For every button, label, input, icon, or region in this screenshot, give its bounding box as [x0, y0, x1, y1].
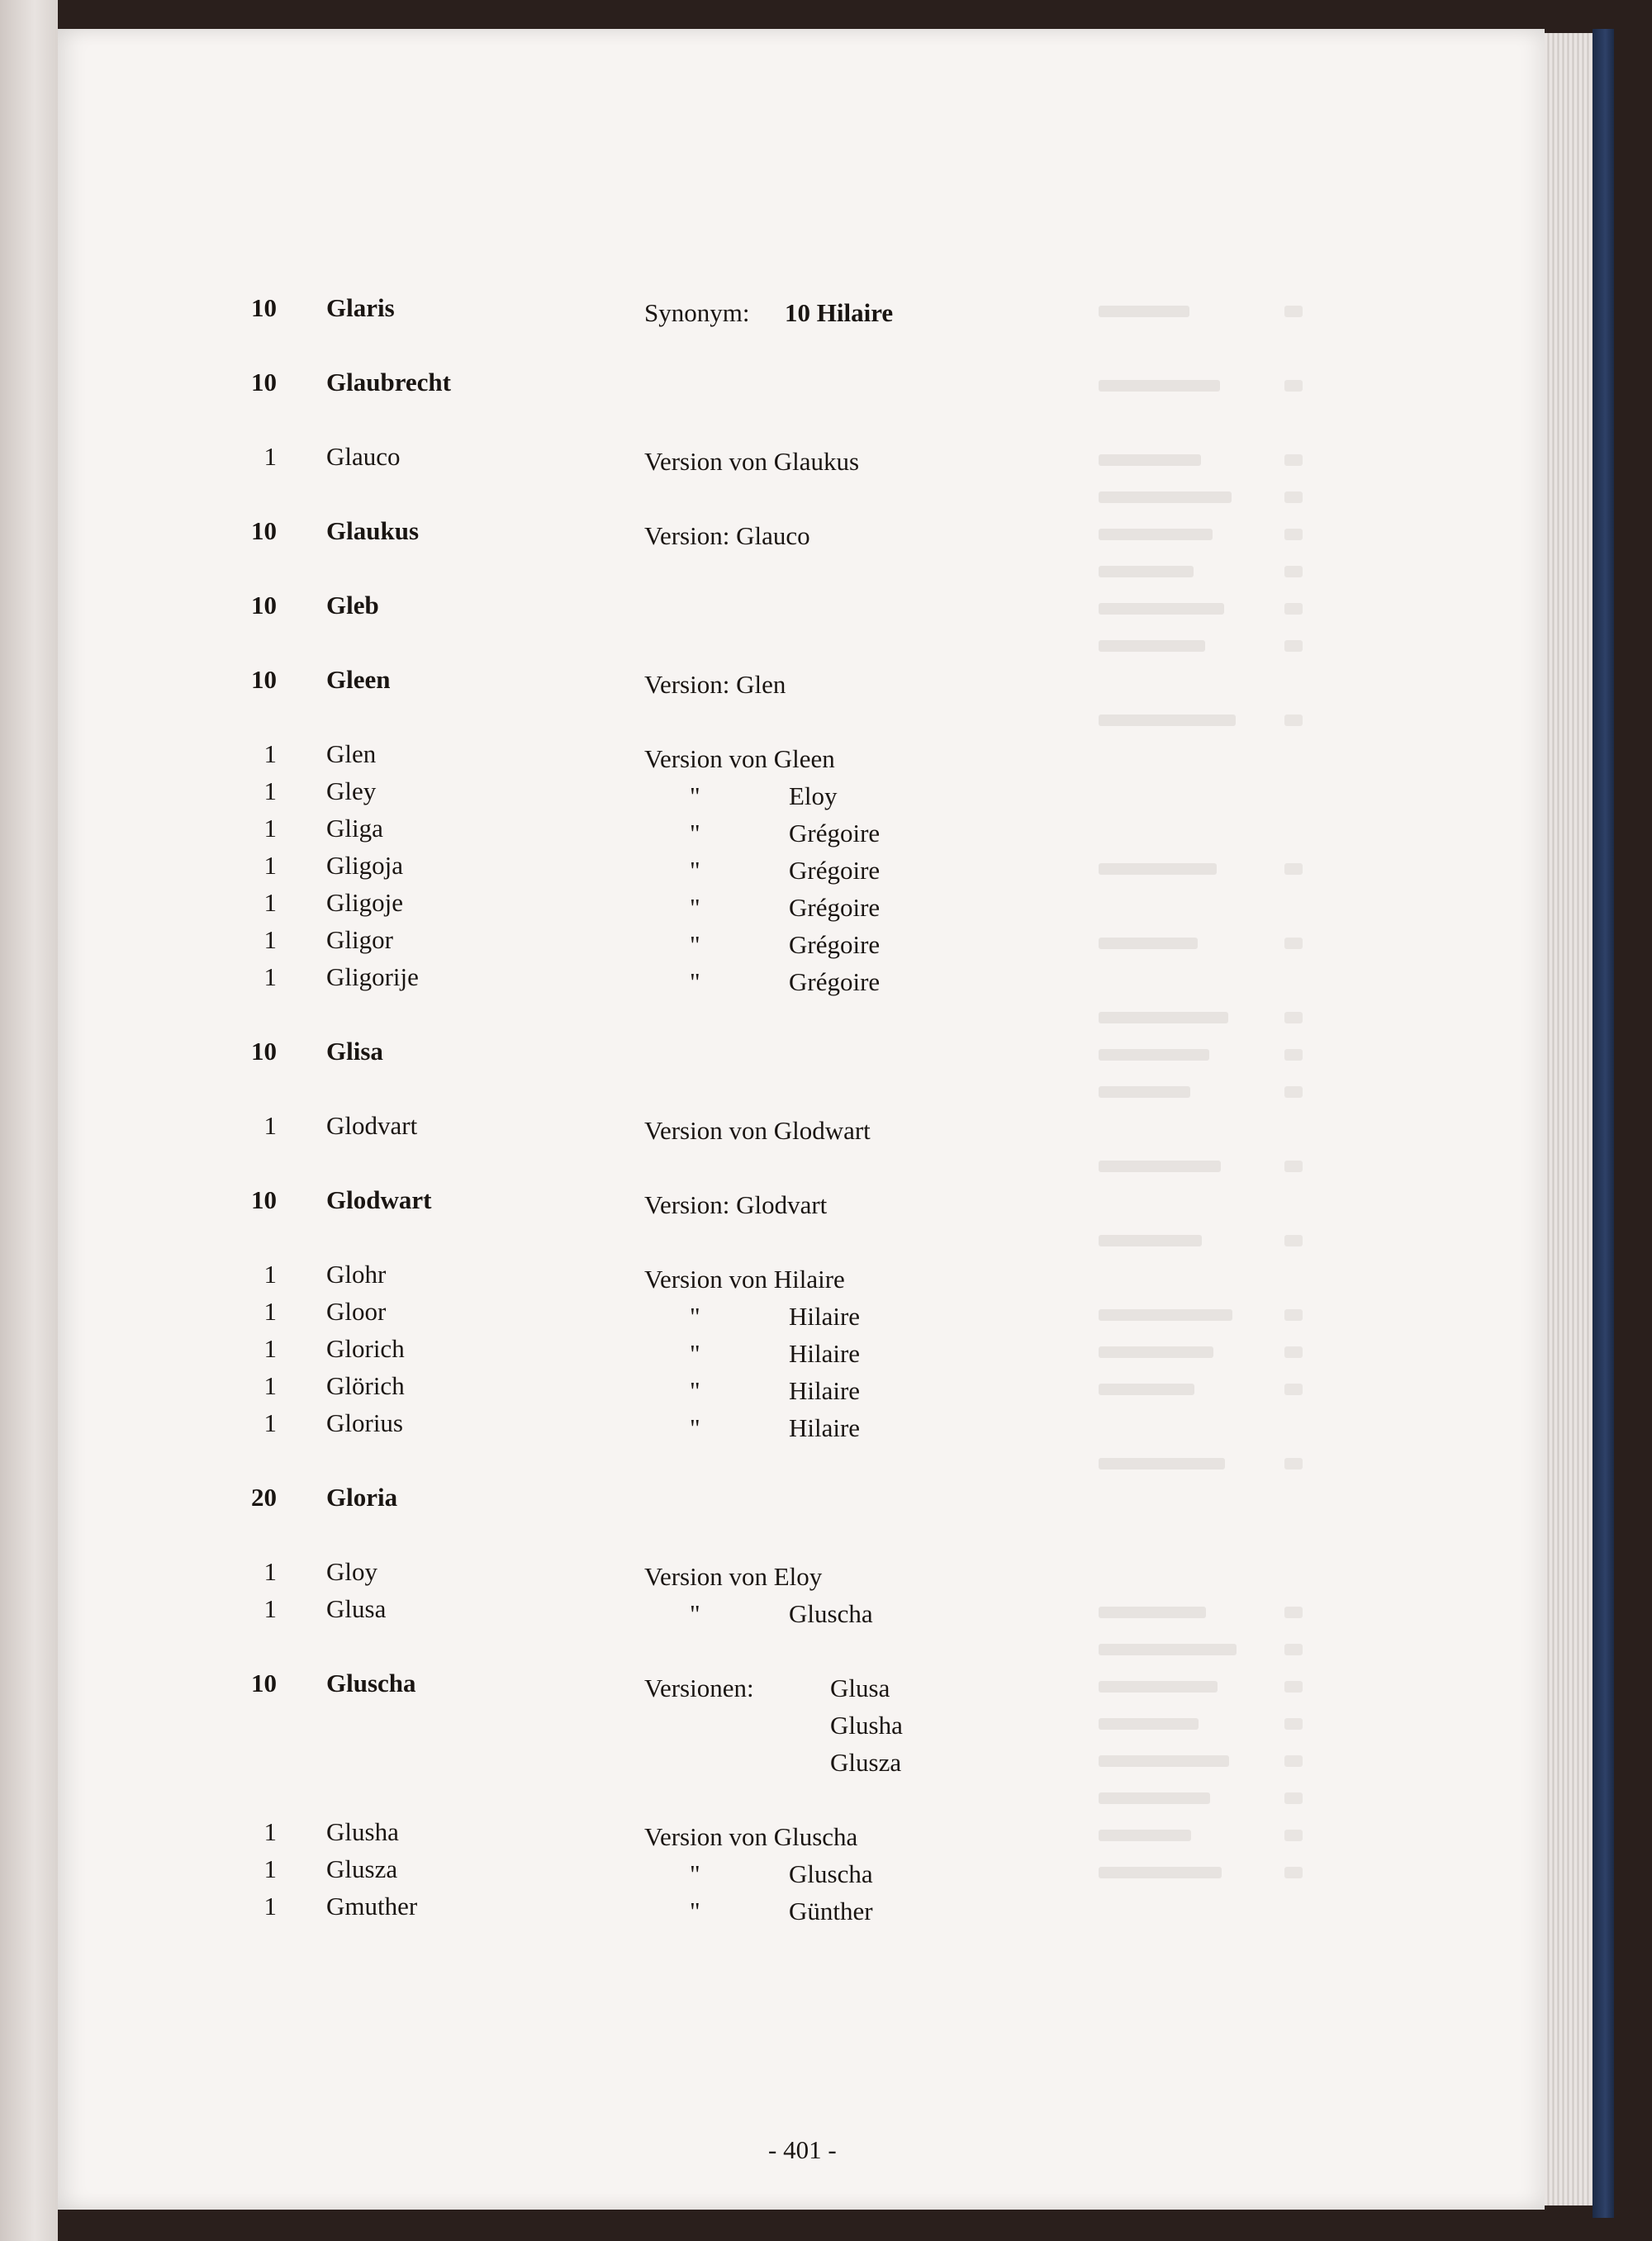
entry-reference: Glusha [830, 1711, 903, 1740]
entry-name: Glen [326, 739, 377, 768]
ditto-mark: " [690, 1859, 700, 1888]
bleed-through-line [1099, 1384, 1194, 1395]
bleed-through-line [1099, 380, 1220, 392]
entry-name: Gmuther [326, 1892, 418, 1921]
bleed-through-mark [1284, 938, 1303, 949]
entry-name: Gloy [326, 1557, 377, 1586]
entry-number: 10 [251, 665, 277, 694]
entry-name: Gleb [326, 591, 379, 620]
entry-name: Gluscha [326, 1669, 416, 1697]
bleed-through-line [1099, 640, 1205, 652]
entry-reference: Grégoire [789, 930, 881, 959]
bleed-through-mark [1284, 1755, 1303, 1767]
ditto-mark: " [690, 856, 700, 885]
entry-description: Versionen: [644, 1674, 754, 1702]
entry-reference: Hilaire [789, 1339, 861, 1368]
bleed-through-mark [1284, 1830, 1303, 1841]
bleed-through-line [1099, 863, 1217, 875]
bleed-through-mark [1284, 1049, 1303, 1061]
entry-reference: Günther [789, 1897, 873, 1925]
entry-name: Glorich [326, 1334, 405, 1363]
entry-name: Glusha [326, 1817, 399, 1846]
bleed-through-mark [1284, 1309, 1303, 1321]
entry-number: 1 [263, 442, 277, 471]
bleed-through-mark [1284, 1161, 1303, 1172]
entry-reference: Glusa [830, 1674, 890, 1702]
bleed-through-line [1099, 1235, 1202, 1246]
entry-name: Glauco [326, 442, 401, 471]
entry-number: 1 [263, 1408, 277, 1437]
page-edges [1545, 33, 1593, 2205]
entry-name: Glaukus [326, 516, 420, 545]
entry-reference: Gluscha [789, 1859, 873, 1888]
entry-name: Gloor [326, 1297, 387, 1326]
entry-reference: Hilaire [789, 1376, 861, 1405]
bleed-through-mark [1284, 640, 1303, 652]
entry-number: 1 [263, 1557, 277, 1586]
entry-reference: Gluscha [789, 1599, 873, 1628]
bleed-through-line [1099, 1458, 1225, 1469]
entry-number: 1 [263, 1297, 277, 1326]
entry-description: Version von Glodwart [644, 1116, 871, 1145]
entry-description: Version von Glaukus [644, 447, 860, 476]
bleed-through-line [1099, 1718, 1199, 1730]
bleed-through-line [1099, 1049, 1209, 1061]
entry-number: 1 [263, 1594, 277, 1623]
entry-number: 1 [263, 1892, 277, 1921]
ditto-mark: " [690, 1302, 700, 1331]
entry-name: Glusa [326, 1594, 387, 1623]
page-number: - 401 - [768, 2135, 837, 2164]
entry-description: Version: Glauco [644, 521, 810, 550]
entry-number: 20 [251, 1483, 277, 1512]
bleed-through-mark [1284, 1681, 1303, 1693]
entry-number: 1 [263, 1260, 277, 1289]
entry-name: Gligor [326, 925, 393, 954]
entry-name: Gliga [326, 814, 383, 843]
entry-name: Gligorije [326, 962, 419, 991]
ditto-mark: " [690, 1599, 700, 1628]
entry-number: 10 [251, 1037, 277, 1066]
entry-reference: 10 Hilaire [785, 298, 894, 327]
bleed-through-mark [1284, 1867, 1303, 1878]
entry-name: Glorius [326, 1408, 403, 1437]
bleed-through-mark [1284, 454, 1303, 466]
entry-description: Version: Glen [644, 670, 786, 699]
bleed-through-line [1099, 454, 1201, 466]
entry-number: 10 [251, 293, 277, 322]
entry-name: Glodvart [326, 1111, 418, 1140]
entry-number: 10 [251, 1669, 277, 1697]
entry-description: Version von Gluscha [644, 1822, 858, 1851]
entry-number: 1 [263, 814, 277, 843]
bleed-through-mark [1284, 1086, 1303, 1098]
entry-name: Glisa [326, 1037, 383, 1066]
bleed-through-line [1099, 1755, 1229, 1767]
entry-name: Gloria [326, 1483, 398, 1512]
bleed-through-line [1099, 566, 1194, 577]
entry-reference: Glusza [830, 1748, 902, 1777]
entry-number: 1 [263, 1371, 277, 1400]
bleed-through-line [1099, 1161, 1221, 1172]
bleed-through-line [1099, 715, 1236, 726]
ditto-mark: " [690, 893, 700, 922]
bleed-through-line [1099, 529, 1213, 540]
book-cover [1593, 29, 1614, 2218]
bleed-through-line [1099, 306, 1189, 317]
bleed-through-mark [1284, 1384, 1303, 1395]
entry-number: 10 [251, 1185, 277, 1214]
bleed-through-line [1099, 1792, 1210, 1804]
ditto-mark: " [690, 930, 700, 959]
ditto-mark: " [690, 1413, 700, 1442]
entry-number: 1 [263, 776, 277, 805]
bleed-through-mark [1284, 529, 1303, 540]
bleed-through-line [1099, 1086, 1190, 1098]
bleed-through-mark [1284, 1346, 1303, 1358]
bleed-through-mark [1284, 1458, 1303, 1469]
ditto-mark: " [690, 1897, 700, 1925]
bleed-through-mark [1284, 1235, 1303, 1246]
ditto-mark: " [690, 1339, 700, 1368]
entry-name: Glörich [326, 1371, 405, 1400]
bleed-through-mark [1284, 491, 1303, 503]
entry-name: Glodwart [326, 1185, 432, 1214]
bleed-through-mark [1284, 566, 1303, 577]
entry-reference: Grégoire [789, 856, 881, 885]
entry-number: 1 [263, 1334, 277, 1363]
entry-name: Glaris [326, 293, 395, 322]
bleed-through-line [1099, 1867, 1222, 1878]
entry-reference: Grégoire [789, 819, 881, 847]
entry-reference: Grégoire [789, 893, 881, 922]
entry-reference: Hilaire [789, 1413, 861, 1442]
bleed-through-line [1099, 603, 1224, 615]
bleed-through-mark [1284, 1644, 1303, 1655]
ditto-mark: " [690, 1376, 700, 1405]
entry-number: 10 [251, 516, 277, 545]
entry-number: 1 [263, 739, 277, 768]
entry-name: Gleen [326, 665, 391, 694]
entry-description: Version: Glodvart [644, 1190, 828, 1219]
entry-name: Glaubrecht [326, 368, 451, 396]
entry-number: 10 [251, 591, 277, 620]
bleed-through-mark [1284, 1607, 1303, 1618]
bleed-through-line [1099, 1830, 1191, 1841]
entry-reference: Hilaire [789, 1302, 861, 1331]
left-page-edge [0, 0, 58, 2241]
bleed-through-line [1099, 1681, 1218, 1693]
entry-number: 1 [263, 851, 277, 880]
entry-description: Synonym: [644, 298, 750, 327]
entry-number: 1 [263, 888, 277, 917]
ditto-mark: " [690, 967, 700, 996]
entry-description: Version von Hilaire [644, 1265, 845, 1294]
ditto-mark: " [690, 781, 700, 810]
bleed-through-mark [1284, 715, 1303, 726]
bleed-through-mark [1284, 380, 1303, 392]
entry-reference: Eloy [789, 781, 838, 810]
entry-name: Gley [326, 776, 377, 805]
entry-description: Version von Eloy [644, 1562, 823, 1591]
entry-name: Glusza [326, 1854, 398, 1883]
entry-reference: Grégoire [789, 967, 881, 996]
bleed-through-line [1099, 491, 1232, 503]
bleed-through-line [1099, 938, 1198, 949]
ditto-mark: " [690, 819, 700, 847]
entry-number: 1 [263, 1111, 277, 1140]
entry-name: Gligoje [326, 888, 403, 917]
entry-name: Glohr [326, 1260, 387, 1289]
entry-number: 1 [263, 1854, 277, 1883]
bleed-through-line [1099, 1309, 1232, 1321]
bleed-through-mark [1284, 603, 1303, 615]
bleed-through-mark [1284, 1718, 1303, 1730]
bleed-through-mark [1284, 863, 1303, 875]
entry-description: Version von Gleen [644, 744, 835, 773]
bleed-through-mark [1284, 1792, 1303, 1804]
bleed-through-mark [1284, 1012, 1303, 1023]
bleed-through-line [1099, 1607, 1206, 1618]
bleed-through-line [1099, 1012, 1228, 1023]
bleed-through-line [1099, 1346, 1213, 1358]
bleed-through-line [1099, 1644, 1237, 1655]
entry-number: 1 [263, 925, 277, 954]
entry-number: 10 [251, 368, 277, 396]
bleed-through-mark [1284, 306, 1303, 317]
entry-number: 1 [263, 1817, 277, 1846]
entry-name: Gligoja [326, 851, 403, 880]
entry-number: 1 [263, 962, 277, 991]
